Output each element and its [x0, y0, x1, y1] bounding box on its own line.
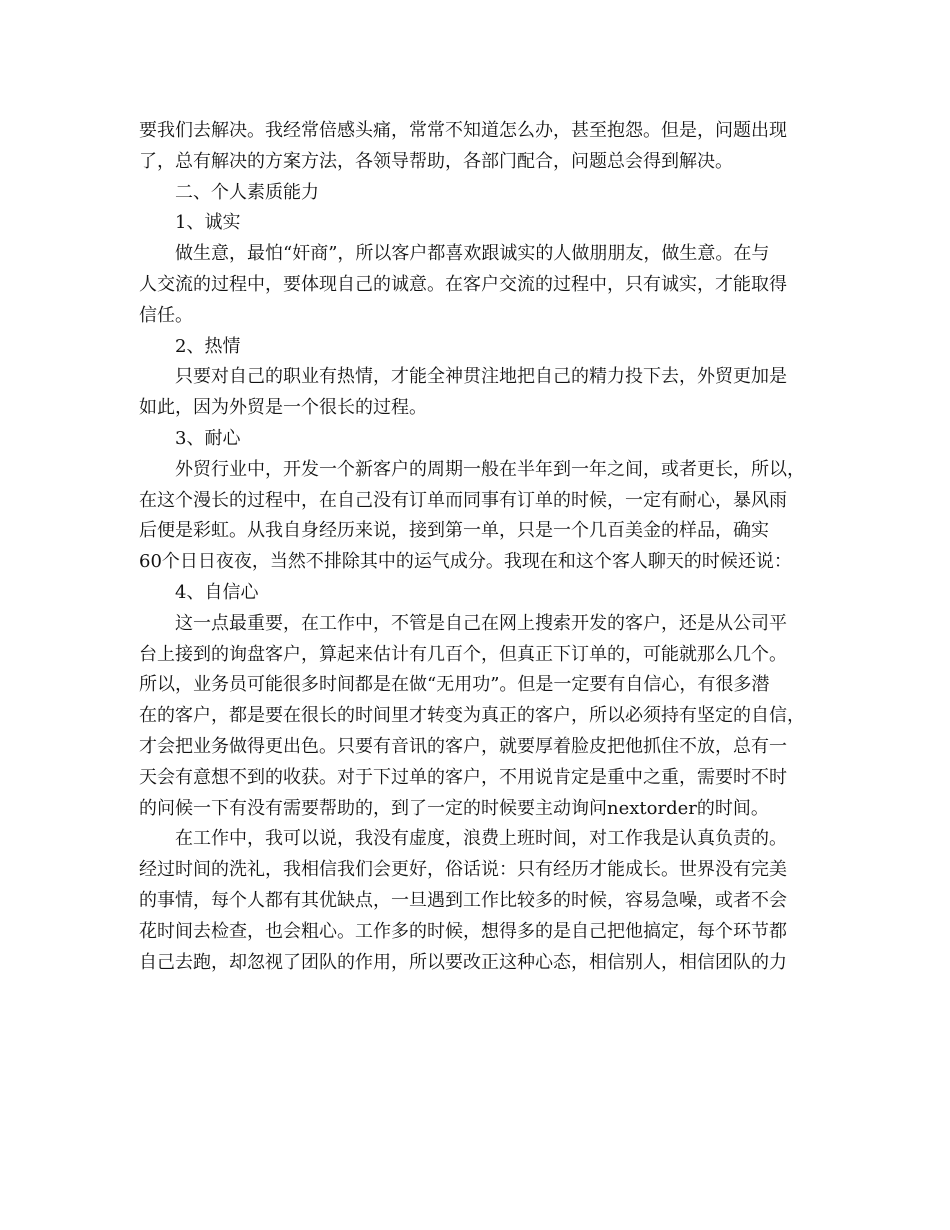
text-line: 所以，业务员可能很多时间都是在做“无用功”。但是一定要有自信心，有很多潜 — [139, 674, 770, 696]
text-line: 做生意，最怕“奸商”，所以客户都喜欢跟诚实的人做朋朋友，做生意。在与 — [175, 243, 770, 265]
text-line: 的问候一下有没有需要帮助的，到了一定的时候要主动询问nextorder的时间。 — [139, 797, 769, 819]
text-line: 在这个漫长的过程中，在自己没有订单而同事有订单的时候，一定有耐心，暴风雨 — [139, 489, 787, 511]
text-line: 在工作中，我可以说，我没有虚度，浪费上班时间，对工作我是认真负责的。 — [175, 828, 787, 850]
text-line: 如此，因为外贸是一个很长的过程。 — [139, 397, 427, 419]
text-line: 这一点最重要，在工作中，不管是自己在网上搜索开发的客户，还是从公司平 — [175, 612, 787, 634]
text-line: 二、个人素质能力 — [175, 181, 319, 203]
text-line: 要我们去解决。我经常倍感头痛，常常不知道怎么办，甚至抱怨。但是，问题出现 — [139, 120, 787, 141]
text-line: 信任。 — [139, 304, 193, 326]
text-line: 台上接到的询盘客户，算起来估计有几百个，但真正下订单的，可能就那么几个。 — [139, 643, 787, 665]
text-line: 4、自信心 — [175, 581, 259, 603]
text-line: 自己去跑，却忽视了团队的作用，所以要改正这种心态，相信别人，相信团队的力 — [139, 951, 787, 973]
text-line: 2、热情 — [175, 335, 241, 357]
text-line: 后便是彩虹。从我自身经历来说，接到第一单，只是一个几百美金的样品，确实 — [139, 520, 769, 542]
text-line: 外贸行业中，开发一个新客户的周期一般在半年到一年之间，或者更长，所以， — [175, 458, 805, 480]
text-line: 人交流的过程中，要体现自己的诚意。在客户交流的过程中，只有诚实，才能取得 — [139, 273, 787, 295]
text-line: 经过时间的洗礼，我相信我们会更好，俗话说：只有经历才能成长。世界没有完美 — [139, 859, 787, 881]
text-line: 3、耐心 — [175, 427, 241, 449]
text-line: 花时间去检查，也会粗心。工作多的时候，想得多的是自己把他搞定，每个环节都 — [139, 920, 787, 942]
text-line: 才会把业务做得更出色。只要有音讯的客户，就要厚着脸皮把他抓住不放，总有一 — [139, 735, 787, 757]
text-line: 在的客户，都是要在很长的时间里才转变为真正的客户，所以必须持有坚定的自信， — [139, 705, 805, 727]
text-line: 1、诚实 — [175, 212, 241, 234]
document-body — [139, 116, 821, 978]
text-line: 了，总有解决的方案方法，各领导帮助，各部门配合，问题总会得到解决。 — [139, 150, 733, 172]
text-line: 的事情，每个人都有其优缺点，一旦遇到工作比较多的时候，容易急噪，或者不会 — [139, 889, 787, 911]
text-line: 天会有意想不到的收获。对于下过单的客户，不用说肯定是重中之重，需要时不时 — [139, 766, 787, 788]
text-line: 60个日日夜夜，当然不排除其中的运气成分。我现在和这个客人聊天的时候还说： — [139, 551, 792, 573]
text-line: 只要对自己的职业有热情，才能全神贯注地把自己的精力投下去，外贸更加是 — [175, 366, 787, 388]
